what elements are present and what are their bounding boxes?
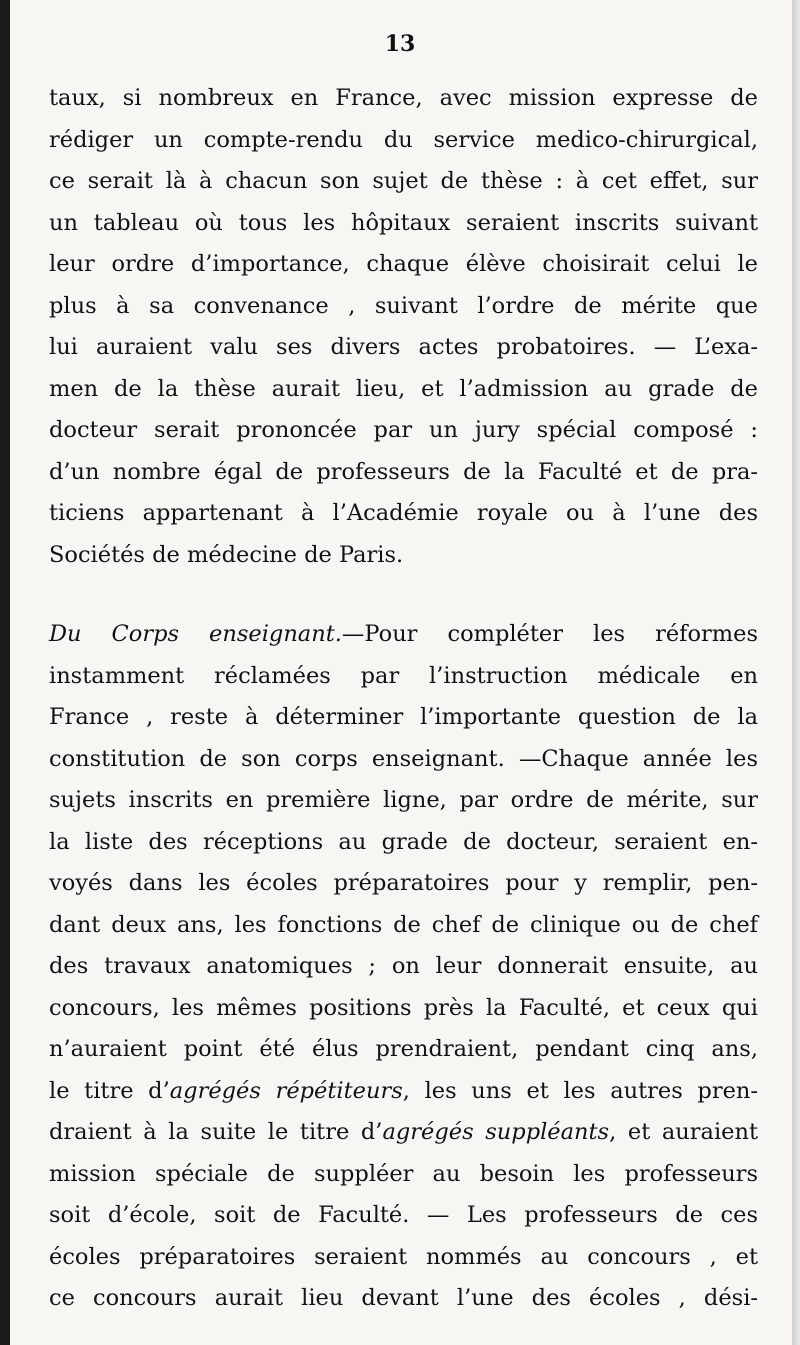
text-line: écoles préparatoires seraient nommés au concours , et <box>49 1243 758 1270</box>
text-line: ce serait là à chacun son sujet de thèse : à cet effet, sur <box>49 168 758 194</box>
text-span: —Pour compléter les réformes <box>341 621 758 647</box>
text-line: men de la thèse aurait lieu, et l’admission au grade de <box>49 375 758 402</box>
text-line: taux, si nombreux en France, avec mission expresse de <box>49 85 758 111</box>
text-line: dant deux ans, les fonctions de chef de clinique ou de chef <box>49 911 758 938</box>
text-line: ticiens appartenant à l’Académie royale ou à l’une des <box>49 500 758 526</box>
text-line: sujets inscrits en première ligne, par ordre de mérite, sur <box>49 787 758 813</box>
page-right-edge <box>792 0 800 1345</box>
text-span: , les uns et les autres pren- <box>402 1077 759 1104</box>
text-line: leur ordre d’importance, chaque élève choisirait celui le <box>49 251 758 277</box>
text-line: lui auraient valu ses divers actes probatoires. — L’exa- <box>49 334 758 360</box>
text-line: soit d’école, soit de Faculté. — Les professeurs de ces <box>49 1202 758 1228</box>
text-line: des travaux anatomiques ; on leur donnerait ensuite, au <box>49 953 758 979</box>
text-line: voyés dans les écoles préparatoires pour y remplir, pen- <box>49 870 758 896</box>
section-heading: Du Corps enseignant. <box>49 621 342 647</box>
text-line: Sociétés de médecine de Paris. <box>49 541 404 568</box>
text-line <box>49 1112 758 1154</box>
italic-term: agrégés répétiteurs <box>169 1077 403 1104</box>
text-span: , et auraient <box>609 1119 759 1145</box>
page-left-edge <box>0 0 10 1345</box>
text-line: docteur serait prononcée par un jury spécial composé : <box>49 417 758 443</box>
page-number: 13 <box>384 31 416 57</box>
paragraph-2 <box>49 614 758 1320</box>
paragraph-1 <box>49 78 758 576</box>
text-line: ce concours aurait lieu devant l’une des écoles , dési- <box>49 1285 758 1311</box>
text-line: France , reste à déterminer l’importante question de la <box>49 704 758 730</box>
italic-term: agrégés suppléants <box>382 1119 610 1145</box>
text-line: plus à sa convenance , suivant l’ordre de mérite que <box>49 292 758 319</box>
text-line: instamment réclamées par l’instruction médicale en <box>49 662 758 689</box>
text-span: draient à la suite le titre d’ <box>49 1119 383 1145</box>
text-line: mission spéciale de suppléer au besoin les professeurs <box>49 1160 758 1187</box>
text-line <box>49 1071 758 1113</box>
text-line: rédiger un compte-rendu du service medico-chirurgical, <box>49 126 758 153</box>
text-line: la liste des réceptions au grade de docteur, seraient en- <box>49 828 758 855</box>
text-line: n’auraient point été élus prendraient, pendant cinq ans, <box>49 1036 758 1062</box>
text-span: le titre d’ <box>49 1077 170 1104</box>
text-line: constitution de son corps enseignant. —Chaque année les <box>49 745 758 772</box>
text-line: d’un nombre égal de professeurs de la Faculté et de pra- <box>49 458 758 485</box>
text-line <box>49 614 758 656</box>
text-line: un tableau où tous les hôpitaux seraient inscrits suivant <box>49 209 758 236</box>
text-line: concours, les mêmes positions près la Faculté, et ceux qui <box>49 994 758 1021</box>
